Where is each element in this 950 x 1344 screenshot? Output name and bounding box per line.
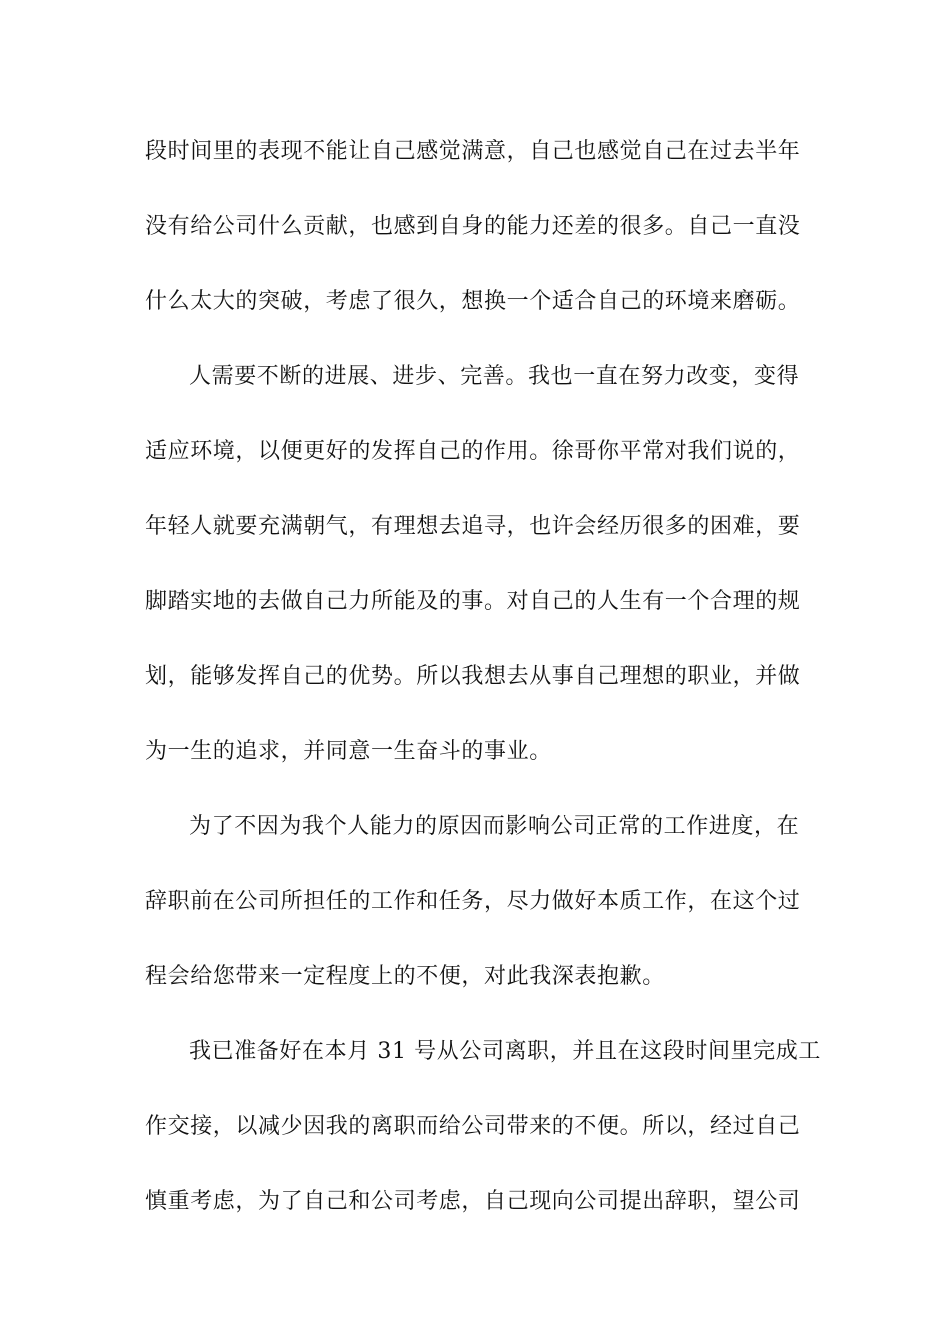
- text-line: 划，能够发挥自己的优势。所以我想去从事自己理想的职业，并做: [145, 664, 801, 689]
- text-line: 程会给您带来一定程度上的不便，对此我深表抱歉。: [145, 964, 665, 989]
- text-line: 辞职前在公司所担任的工作和任务，尽力做好本质工作，在这个过: [145, 889, 801, 914]
- paragraph-first-line: 为了不因为我个人能力的原因而影响公司正常的工作进度，在: [189, 814, 800, 839]
- text-line: 什么太大的突破，考虑了很久，想换一个适合自己的环境来磨砺。: [145, 289, 801, 314]
- paragraph-first-line: 人需要不断的进展、进步、完善。我也一直在努力改变，变得: [189, 364, 800, 389]
- text-line: 作交接，以减少因我的离职而给公司带来的不便。所以，经过自己: [145, 1114, 801, 1139]
- text-line: 为一生的追求，并同意一生奋斗的事业。: [145, 739, 552, 764]
- text-line: 段时间里的表现不能让自己感觉满意，自己也感觉自己在过去半年: [145, 139, 801, 164]
- text-line: 年轻人就要充满朝气，有理想去追寻，也许会经历很多的困难，要: [145, 514, 801, 539]
- text-line: 没有给公司什么贡献，也感到自身的能力还差的很多。自己一直没: [145, 214, 801, 239]
- text-line: 脚踏实地的去做自己力所能及的事。对自己的人生有一个合理的规: [145, 589, 801, 614]
- text-line: 适应环境，以便更好的发挥自己的作用。徐哥你平常对我们说的，: [145, 439, 801, 464]
- text-line: 慎重考虑，为了自己和公司考虑，自己现向公司提出辞职，望公司: [145, 1189, 801, 1214]
- paragraph-first-line: 我已准备好在本月 31 号从公司离职，并且在这段时间里完成工: [189, 1039, 821, 1064]
